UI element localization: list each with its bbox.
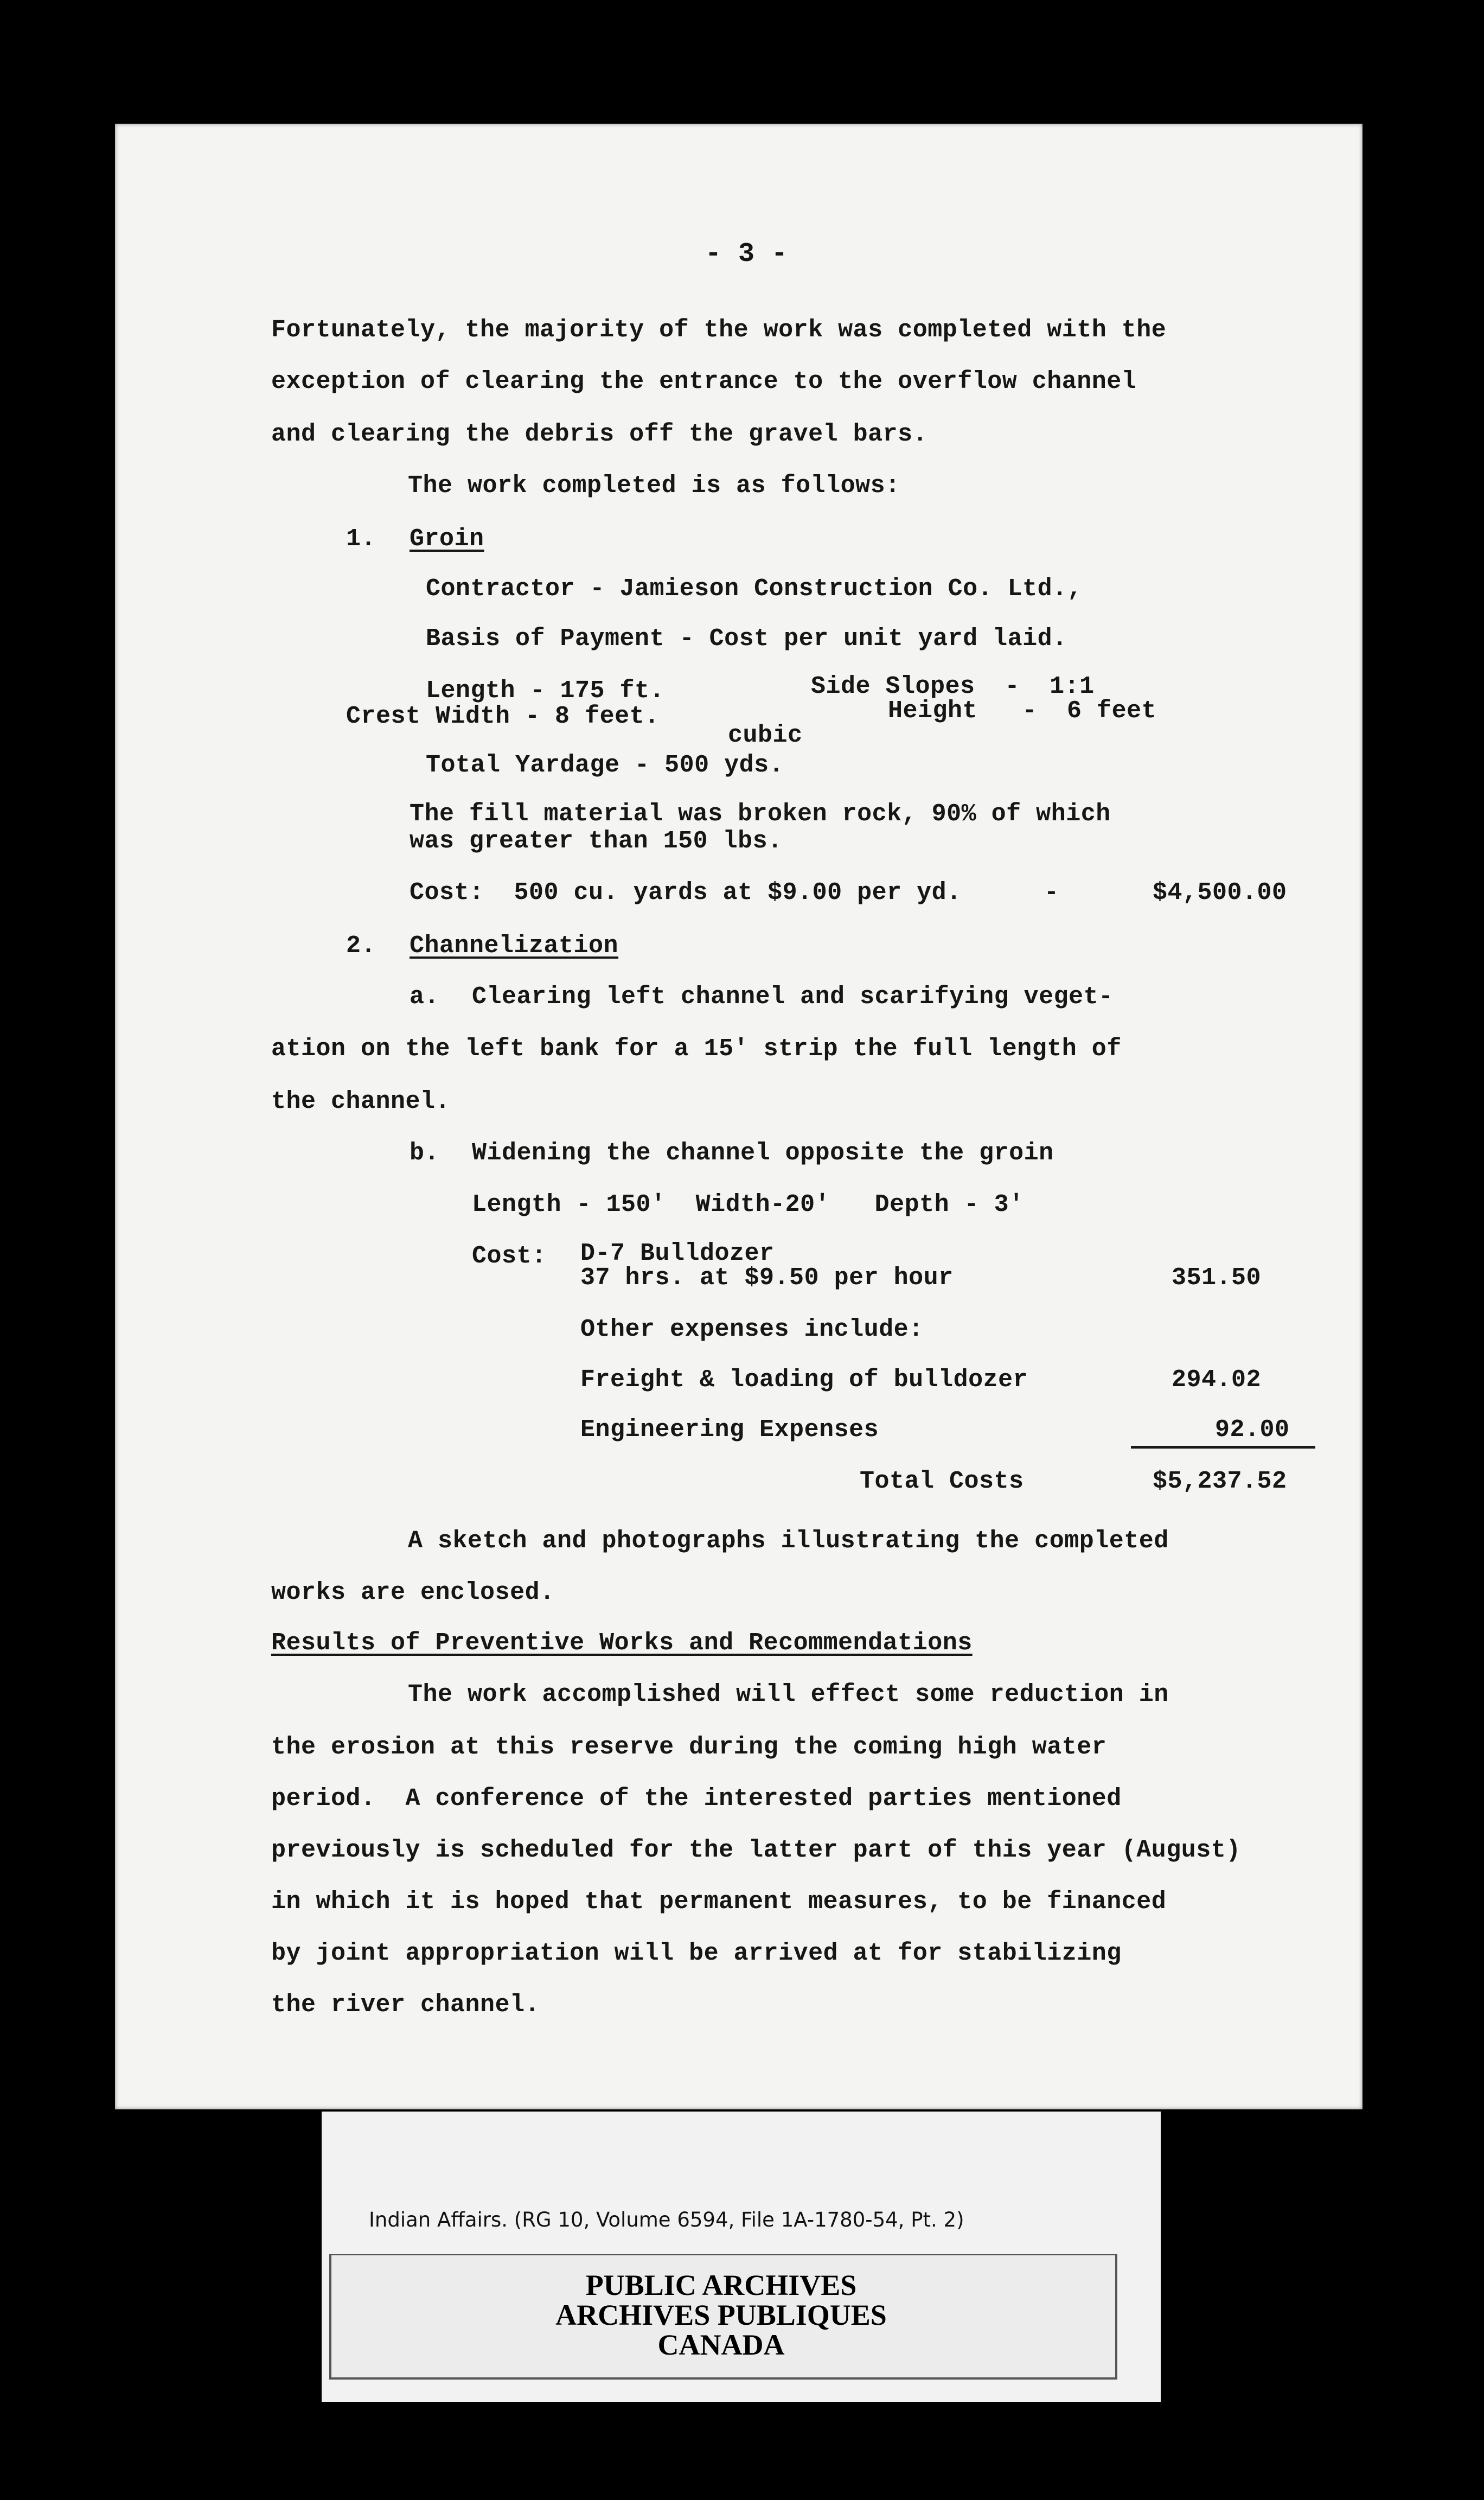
stamp-line-2: ARCHIVES PUBLIQUES [555, 2299, 887, 2331]
bulldozer-hours: 37 hrs. at $9.50 per hour [580, 1264, 954, 1292]
page-number: - 3 - [705, 239, 788, 270]
intro-line-1: Fortunately, the majority of the work was completed with the [271, 316, 1167, 344]
groin-fill-line-1: The fill material was broken rock, 90% of which [410, 800, 1111, 828]
total-rule [1131, 1446, 1315, 1449]
bulldozer-amount: 351.50 [1172, 1264, 1262, 1292]
groin-crest-width: Crest Width - 8 feet. [346, 703, 660, 730]
item-a-line-1: Clearing left channel and scarifying veget- [472, 983, 1114, 1011]
total-costs-label: Total Costs [860, 1468, 1024, 1495]
groin-side-slopes: Side Slopes - 1:1 [811, 673, 1095, 700]
item-a-line-3: the channel. [271, 1088, 451, 1115]
results-line-6: by joint appropriation will be arrived at for stabilizing [271, 1940, 1122, 1967]
engineering-line: Engineering Expenses [580, 1416, 879, 1444]
sketch-line-1: A sketch and photographs illustrating the completed [408, 1527, 1169, 1555]
groin-cost-amount: $4,500.00 [1153, 879, 1287, 907]
channelization-number: 2. [346, 932, 376, 960]
groin-cost-dash: - [1044, 879, 1059, 907]
results-line-2: the erosion at this reserve during the coming high water [271, 1733, 1107, 1761]
results-line-7: the river channel. [271, 1991, 540, 2019]
item-b-label: b. [410, 1139, 440, 1167]
other-expenses: Other expenses include: [580, 1316, 924, 1343]
groin-height: Height - 6 feet [888, 697, 1157, 725]
groin-fill-line-2: was greater than 150 lbs. [410, 827, 783, 855]
results-heading: Results of Preventive Works and Recommendations [271, 1629, 973, 1657]
item-a-label: a. [410, 983, 440, 1011]
channel-dimensions: Length - 150' Width-20' Depth - 3' [472, 1191, 1024, 1219]
freight-line: Freight & loading of bulldozer [580, 1366, 1028, 1394]
stamp-line-1: PUBLIC ARCHIVES [585, 2269, 857, 2301]
groin-basis: Basis of Payment - Cost per unit yard laid. [426, 625, 1067, 653]
archive-reference: Indian Affairs. (RG 10, Volume 6594, File 1A-1780-54, Pt. 2) [369, 2208, 964, 2231]
groin-cost: Cost: 500 cu. yards at $9.00 per yd. [410, 879, 962, 907]
freight-amount: 294.02 [1172, 1366, 1262, 1394]
intro-line-3: and clearing the debris off the gravel bars. [271, 420, 928, 448]
bulldozer-line: D-7 Bulldozer [580, 1240, 775, 1267]
results-line-5: in which it is hoped that permanent measures, to be financed [271, 1888, 1167, 1916]
work-intro: The work completed is as follows: [408, 472, 900, 500]
total-costs-amount: $5,237.52 [1153, 1468, 1287, 1495]
cost-label: Cost: [472, 1242, 547, 1270]
groin-heading: Groin [410, 525, 484, 553]
item-b-line-1: Widening the channel opposite the groin [472, 1139, 1054, 1167]
item-a-line-2: ation on the left bank for a 15' strip the full length of [271, 1035, 1122, 1063]
groin-total-yardage: Total Yardage - 500 yds. [426, 751, 784, 779]
results-line-1: The work accomplished will effect some reduction in [408, 1681, 1169, 1708]
results-line-4: previously is scheduled for the latter part of this year (August) [271, 1836, 1241, 1864]
stamp-line-3: CANADA [657, 2329, 785, 2361]
sketch-line-2: works are enclosed. [271, 1579, 555, 1606]
groin-cubic: cubic [728, 722, 803, 749]
intro-line-2: exception of clearing the entrance to the overflow channel [271, 368, 1137, 396]
groin-length: Length - 175 ft. [426, 677, 665, 705]
groin-contractor: Contractor - Jamieson Construction Co. Ltd., [426, 575, 1083, 603]
groin-number: 1. [346, 525, 376, 553]
engineering-amount: 92.00 [1215, 1416, 1290, 1444]
results-line-3: period. A conference of the interested parties mentioned [271, 1785, 1122, 1813]
channelization-heading: Channelization [410, 932, 619, 960]
